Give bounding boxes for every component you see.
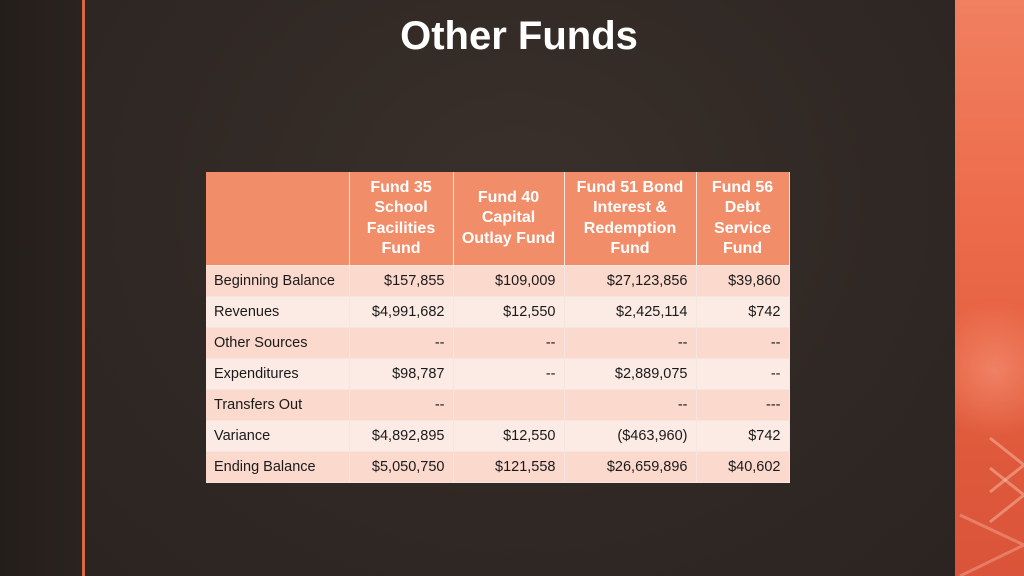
slide-title: Other Funds xyxy=(400,14,638,58)
table-cell: $5,050,750 xyxy=(349,452,453,483)
row-label: Transfers Out xyxy=(206,390,349,421)
table-cell: $40,602 xyxy=(696,452,789,483)
table-cell: -- xyxy=(696,359,789,390)
table-cell: $26,659,896 xyxy=(564,452,696,483)
table-cell: $98,787 xyxy=(349,359,453,390)
table-row xyxy=(206,328,789,359)
table-cell xyxy=(453,390,564,421)
header-empty-cell xyxy=(206,172,349,266)
table-row xyxy=(206,266,789,297)
table-cell: -- xyxy=(696,328,789,359)
table-cell: $109,009 xyxy=(453,266,564,297)
table-cell: $12,550 xyxy=(453,297,564,328)
table-cell: ($463,960) xyxy=(564,421,696,452)
table-cell: -- xyxy=(349,328,453,359)
table-cell: -- xyxy=(349,390,453,421)
chevron-decor-icon xyxy=(955,420,1024,576)
left-decor-panel xyxy=(0,0,83,576)
table-cell: $121,558 xyxy=(453,452,564,483)
table-row xyxy=(206,421,789,452)
table-cell: $157,855 xyxy=(349,266,453,297)
header-fund-51: Fund 51 Bond Interest & Redemption Fund xyxy=(564,172,696,266)
table-row xyxy=(206,452,789,483)
funds-table xyxy=(206,172,790,483)
table-cell: -- xyxy=(453,359,564,390)
row-label: Revenues xyxy=(206,297,349,328)
table-cell: $4,991,682 xyxy=(349,297,453,328)
row-label: Other Sources xyxy=(206,328,349,359)
row-label: Expenditures xyxy=(206,359,349,390)
table-cell: $2,425,114 xyxy=(564,297,696,328)
table-cell: $27,123,856 xyxy=(564,266,696,297)
table-cell: $742 xyxy=(696,421,789,452)
table-cell: --- xyxy=(696,390,789,421)
table-row xyxy=(206,390,789,421)
table-cell: $742 xyxy=(696,297,789,328)
row-label: Ending Balance xyxy=(206,452,349,483)
table-row xyxy=(206,297,789,328)
table-cell: -- xyxy=(564,328,696,359)
header-fund-40: Fund 40 Capital Outlay Fund xyxy=(453,172,564,266)
table-cell: $39,860 xyxy=(696,266,789,297)
table-cell: $2,889,075 xyxy=(564,359,696,390)
header-fund-56: Fund 56 Debt Service Fund xyxy=(696,172,789,266)
table-cell: -- xyxy=(453,328,564,359)
table-row xyxy=(206,359,789,390)
header-fund-35: Fund 35 School Facilities Fund xyxy=(349,172,453,266)
right-decor-strip xyxy=(955,0,1024,576)
right-glow xyxy=(955,300,1024,440)
table-header-row xyxy=(206,172,789,266)
table-cell: $4,892,895 xyxy=(349,421,453,452)
row-label: Variance xyxy=(206,421,349,452)
table-cell: $12,550 xyxy=(453,421,564,452)
table-cell: -- xyxy=(564,390,696,421)
row-label: Beginning Balance xyxy=(206,266,349,297)
